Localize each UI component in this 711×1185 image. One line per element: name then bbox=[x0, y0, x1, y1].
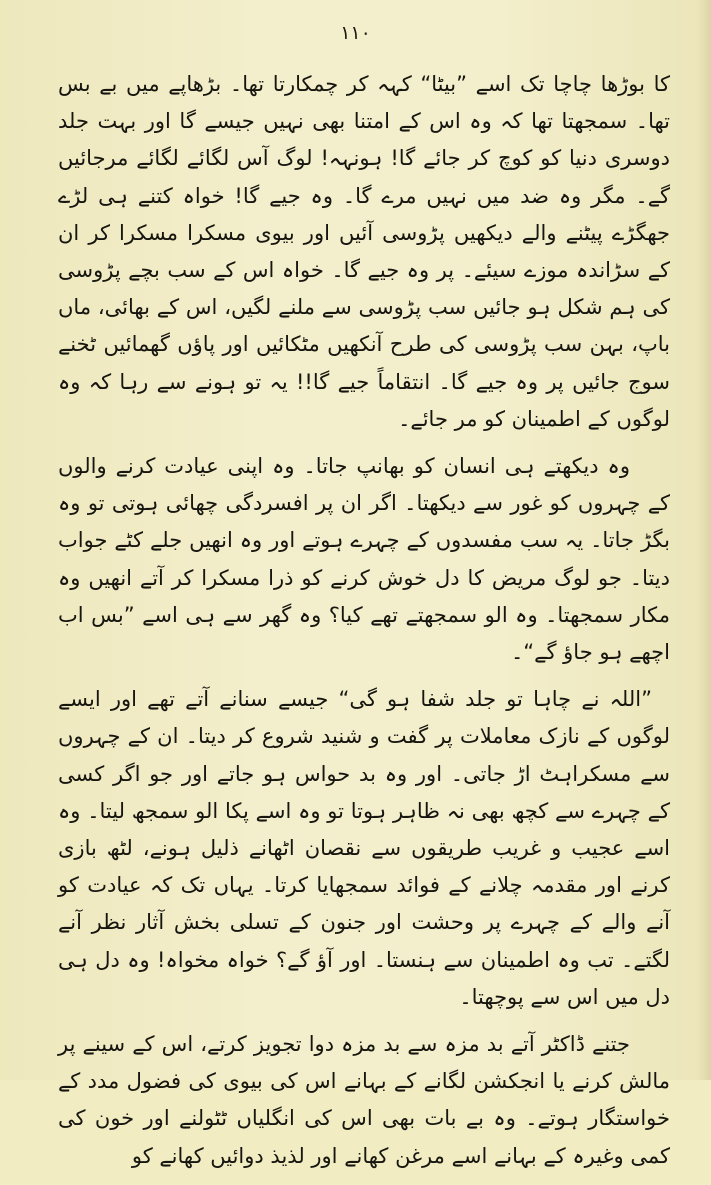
page-number: ۱۱۰ bbox=[340, 22, 371, 44]
page-body bbox=[58, 66, 670, 1185]
paragraph-2: وہ دیکھتے ہی انسان کو بھانپ جاتا۔ وہ اپنی عیادت کرنے والوں کے چہروں کو غور سے دیکھتا۔ اگر ان پر افسردگی چھائی ہوتی تو وہ بگڑ جاتا۔ یہ سب مفسدوں کے چہرے ہوتے اور وہ انھیں جلے کٹے جواب دیتا۔ جو لوگ مریض کا دل خوش کرنے کو ذرا مسکرا کر آتے انھیں وہ مکار سمجھتا۔ وہ الو سمجھتے تھے کیا؟ وہ گھر سے ہی اسے ”بس اب اچھے ہو جاؤ گے“۔ bbox=[58, 454, 670, 665]
paragraph-1: کا بوڑھا چاچا تک اسے ”بیٹا“ کہہ کر چمکارتا تھا۔ بڑھاپے میں بے بس تھا۔ سمجھتا تھا کہ وہ اس کے امتنا بھی نہیں جیسے گا اور بہت جلد دوسری دنیا کو کوچ کر جائے گا! ہونہہ! لوگ آس لگائے لگائے مرجائیں گے۔ مگر وہ ضد میں نہیں مرے گا۔ وہ جیے گا! خواہ کتنے ہی لڑے جھگڑے پیٹنے والے دیکھیں پڑوسی آئیں اور بیوی مسکرا مسکرا کر ان کے سڑاندہ موزے سیئے۔ پر وہ جیے گا۔ خواہ اس کے سب بچے پڑوسی کی ہم شکل ہو جائیں سب پڑوسی سے ملنے لگیں، اس کے بھائی، ماں باپ، بہن سب پڑوسی کی طرح آنکھیں مٹکائیں اور پاؤں گھمائیں ٹخنے سوج جائیں پر وہ جیے گا۔ انتقاماً جیے گا!! یہ تو ہونے سے رہا کہ وہ لوگوں کے اطمینان کو مر جائے۔ bbox=[58, 72, 670, 431]
paragraph-3: ”اللہ نے چاہا تو جلد شفا ہو گی“ جیسے سنانے آتے تھے اور ایسے لوگوں کے نازک معاملات پر گفت و شنید شروع کر دیتا۔ ان کے چہروں سے مسکراہٹ اڑ جاتی۔ اور وہ بد حواس ہو جاتے اور جو اگر کسی کے چہرے سے کچھ بھی نہ ظاہر ہوتا تو وہ اسے پکا الو سمجھ لیتا۔ وہ اسے عجیب و غریب طریقوں سے نقصان اٹھانے ذلیل ہونے، لٹھ بازی کرنے اور مقدمہ چلانے کے فوائد سمجھایا کرتا۔ یہاں تک کہ عیادت کو آنے والے کے چہرے پر وحشت اور جنون کے تسلی بخش آثار نظر آنے لگتے۔ تب وہ اطمینان سے ہنستا۔ اور آؤ گے؟ خواہ مخواہ! وہ دل ہی دل میں اس سے پوچھتا۔ bbox=[58, 687, 670, 1009]
paragraph-4: جتنے ڈاکٹر آتے بد مزہ سے بد مزہ دوا تجویز کرتے، اس کے سینے پر مالش کرنے یا انجکشن لگانے کے بہانے اس کی بیوی کی فضول مدد کے خواستگار ہوتے۔ وہ بے بات بھی اس کی انگلیاں ٹٹولنے اور خون کی کمی وغیرہ کے بہانے اسے مرغن کھانے اور لذیذ دوائیں کھانے کو bbox=[58, 1032, 670, 1168]
page-edge-shadow bbox=[697, 0, 711, 1080]
